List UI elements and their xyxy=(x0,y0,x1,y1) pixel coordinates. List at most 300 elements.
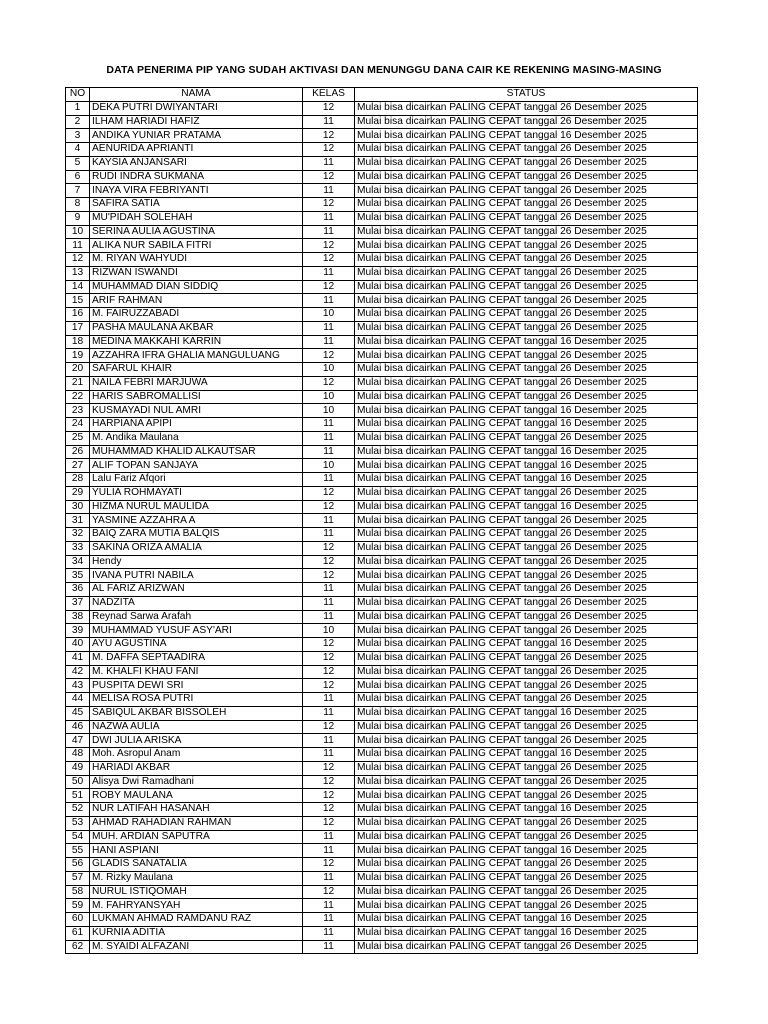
cell-nama: YASMINE AZZAHRA A xyxy=(90,514,303,528)
header-nama: NAMA xyxy=(90,88,303,102)
cell-nama: NADZITA xyxy=(90,596,303,610)
table-row xyxy=(66,349,698,363)
cell-kelas: 12 xyxy=(303,129,355,143)
table-row xyxy=(66,156,698,170)
table-row xyxy=(66,198,698,212)
cell-kelas: 12 xyxy=(303,349,355,363)
table-row xyxy=(66,610,698,624)
cell-status: Mulai bisa dicairkan PALING CEPAT tanggal 26 Desember 2025 xyxy=(355,184,698,198)
table-row xyxy=(66,528,698,542)
cell-no: 33 xyxy=(66,541,90,555)
table-row xyxy=(66,514,698,528)
cell-nama: AZZAHRA IFRA GHALIA MANGULUANG xyxy=(90,349,303,363)
cell-nama: LUKMAN AHMAD RAMDANU RAZ xyxy=(90,913,303,927)
table-row xyxy=(66,431,698,445)
cell-no: 24 xyxy=(66,418,90,432)
cell-no: 16 xyxy=(66,308,90,322)
cell-nama: ILHAM HARIADI HAFIZ xyxy=(90,115,303,129)
cell-kelas: 12 xyxy=(303,143,355,157)
cell-no: 40 xyxy=(66,638,90,652)
cell-nama: M. SYAIDI ALFAZANI xyxy=(90,940,303,954)
cell-no: 59 xyxy=(66,899,90,913)
cell-status: Mulai bisa dicairkan PALING CEPAT tanggal 26 Desember 2025 xyxy=(355,321,698,335)
table-row xyxy=(66,679,698,693)
cell-no: 13 xyxy=(66,266,90,280)
cell-nama: HIZMA NURUL MAULIDA xyxy=(90,500,303,514)
table-row xyxy=(66,184,698,198)
cell-kelas: 12 xyxy=(303,789,355,803)
cell-nama: HANI ASPIANI xyxy=(90,844,303,858)
cell-no: 21 xyxy=(66,376,90,390)
cell-nama: MUHAMMAD KHALID ALKAUTSAR xyxy=(90,445,303,459)
document-title: DATA PENERIMA PIP YANG SUDAH AKTIVASI DAN MENUNGGU DANA CAIR KE REKENING MASING-MASING xyxy=(106,64,662,76)
cell-status: Mulai bisa dicairkan PALING CEPAT tanggal 26 Desember 2025 xyxy=(355,555,698,569)
cell-no: 49 xyxy=(66,761,90,775)
table-row xyxy=(66,390,698,404)
cell-status: Mulai bisa dicairkan PALING CEPAT tanggal 26 Desember 2025 xyxy=(355,541,698,555)
cell-status: Mulai bisa dicairkan PALING CEPAT tanggal 26 Desember 2025 xyxy=(355,871,698,885)
cell-no: 26 xyxy=(66,445,90,459)
cell-nama: Lalu Fariz Afqori xyxy=(90,473,303,487)
table-row xyxy=(66,706,698,720)
cell-no: 53 xyxy=(66,816,90,830)
cell-status: Mulai bisa dicairkan PALING CEPAT tanggal 26 Desember 2025 xyxy=(355,830,698,844)
cell-status: Mulai bisa dicairkan PALING CEPAT tanggal 26 Desember 2025 xyxy=(355,198,698,212)
cell-status: Mulai bisa dicairkan PALING CEPAT tanggal 26 Desember 2025 xyxy=(355,280,698,294)
cell-no: 5 xyxy=(66,156,90,170)
cell-no: 8 xyxy=(66,198,90,212)
cell-nama: KUSMAYADI NUL AMRI xyxy=(90,404,303,418)
cell-nama: ARIF RAHMAN xyxy=(90,294,303,308)
cell-no: 1 xyxy=(66,101,90,115)
cell-kelas: 10 xyxy=(303,390,355,404)
cell-nama: BAIQ ZARA MUTIA BALQIS xyxy=(90,528,303,542)
cell-kelas: 10 xyxy=(303,459,355,473)
cell-status: Mulai bisa dicairkan PALING CEPAT tanggal 26 Desember 2025 xyxy=(355,624,698,638)
cell-no: 55 xyxy=(66,844,90,858)
table-row xyxy=(66,830,698,844)
cell-status: Mulai bisa dicairkan PALING CEPAT tanggal 26 Desember 2025 xyxy=(355,720,698,734)
cell-kelas: 11 xyxy=(303,899,355,913)
cell-status: Mulai bisa dicairkan PALING CEPAT tanggal 26 Desember 2025 xyxy=(355,143,698,157)
table-row xyxy=(66,308,698,322)
cell-status: Mulai bisa dicairkan PALING CEPAT tanggal 26 Desember 2025 xyxy=(355,514,698,528)
table-row xyxy=(66,129,698,143)
cell-no: 29 xyxy=(66,486,90,500)
cell-nama: SABIQUL AKBAR BISSOLEH xyxy=(90,706,303,720)
cell-status: Mulai bisa dicairkan PALING CEPAT tanggal 26 Desember 2025 xyxy=(355,115,698,129)
table-header-row xyxy=(66,88,698,102)
cell-kelas: 12 xyxy=(303,486,355,500)
cell-nama: PASHA MAULANA AKBAR xyxy=(90,321,303,335)
cell-kelas: 11 xyxy=(303,693,355,707)
cell-no: 3 xyxy=(66,129,90,143)
cell-nama: M. KHALFI KHAU FANI xyxy=(90,665,303,679)
cell-no: 37 xyxy=(66,596,90,610)
table-row xyxy=(66,170,698,184)
cell-status: Mulai bisa dicairkan PALING CEPAT tanggal 26 Desember 2025 xyxy=(355,239,698,253)
cell-kelas: 10 xyxy=(303,624,355,638)
cell-nama: M. FAIRUZZABADI xyxy=(90,308,303,322)
cell-status: Mulai bisa dicairkan PALING CEPAT tanggal 26 Desember 2025 xyxy=(355,885,698,899)
cell-kelas: 12 xyxy=(303,858,355,872)
cell-no: 17 xyxy=(66,321,90,335)
cell-no: 31 xyxy=(66,514,90,528)
cell-kelas: 12 xyxy=(303,555,355,569)
table-row xyxy=(66,280,698,294)
table-row xyxy=(66,445,698,459)
cell-kelas: 11 xyxy=(303,748,355,762)
cell-status: Mulai bisa dicairkan PALING CEPAT tanggal 26 Desember 2025 xyxy=(355,610,698,624)
cell-no: 62 xyxy=(66,940,90,954)
cell-kelas: 12 xyxy=(303,638,355,652)
cell-kelas: 11 xyxy=(303,225,355,239)
table-row xyxy=(66,871,698,885)
cell-status: Mulai bisa dicairkan PALING CEPAT tanggal 26 Desember 2025 xyxy=(355,596,698,610)
cell-status: Mulai bisa dicairkan PALING CEPAT tanggal 26 Desember 2025 xyxy=(355,349,698,363)
cell-nama: ALIF TOPAN SANJAYA xyxy=(90,459,303,473)
cell-nama: SERINA AULIA AGUSTINA xyxy=(90,225,303,239)
cell-no: 48 xyxy=(66,748,90,762)
table-row xyxy=(66,748,698,762)
cell-no: 23 xyxy=(66,404,90,418)
cell-nama: HARIADI AKBAR xyxy=(90,761,303,775)
table-row xyxy=(66,734,698,748)
cell-nama: SAFARUL KHAIR xyxy=(90,363,303,377)
cell-status: Mulai bisa dicairkan PALING CEPAT tanggal 16 Desember 2025 xyxy=(355,844,698,858)
cell-status: Mulai bisa dicairkan PALING CEPAT tanggal 26 Desember 2025 xyxy=(355,308,698,322)
cell-kelas: 12 xyxy=(303,665,355,679)
table-row xyxy=(66,816,698,830)
cell-no: 14 xyxy=(66,280,90,294)
cell-no: 11 xyxy=(66,239,90,253)
cell-kelas: 11 xyxy=(303,926,355,940)
cell-no: 34 xyxy=(66,555,90,569)
cell-status: Mulai bisa dicairkan PALING CEPAT tanggal 26 Desember 2025 xyxy=(355,266,698,280)
table-row xyxy=(66,363,698,377)
cell-nama: ROBY MAULANA xyxy=(90,789,303,803)
cell-nama: Reynad Sarwa Arafah xyxy=(90,610,303,624)
cell-status: Mulai bisa dicairkan PALING CEPAT tanggal 16 Desember 2025 xyxy=(355,926,698,940)
cell-status: Mulai bisa dicairkan PALING CEPAT tanggal 26 Desember 2025 xyxy=(355,940,698,954)
cell-status: Mulai bisa dicairkan PALING CEPAT tanggal 26 Desember 2025 xyxy=(355,486,698,500)
cell-nama: HARIS SABROMALLISI xyxy=(90,390,303,404)
cell-nama: Alisya Dwi Ramadhani xyxy=(90,775,303,789)
cell-kelas: 11 xyxy=(303,445,355,459)
cell-no: 50 xyxy=(66,775,90,789)
table-row xyxy=(66,500,698,514)
cell-nama: GLADIS SANATALIA xyxy=(90,858,303,872)
cell-status: Mulai bisa dicairkan PALING CEPAT tanggal 16 Desember 2025 xyxy=(355,445,698,459)
cell-status: Mulai bisa dicairkan PALING CEPAT tanggal 26 Desember 2025 xyxy=(355,170,698,184)
table-row xyxy=(66,486,698,500)
cell-no: 4 xyxy=(66,143,90,157)
cell-kelas: 12 xyxy=(303,569,355,583)
cell-kelas: 11 xyxy=(303,473,355,487)
cell-no: 27 xyxy=(66,459,90,473)
cell-no: 43 xyxy=(66,679,90,693)
cell-kelas: 11 xyxy=(303,184,355,198)
table-body xyxy=(66,101,698,954)
table-row xyxy=(66,651,698,665)
cell-nama: RIZWAN ISWANDI xyxy=(90,266,303,280)
cell-status: Mulai bisa dicairkan PALING CEPAT tanggal 26 Desember 2025 xyxy=(355,816,698,830)
cell-status: Mulai bisa dicairkan PALING CEPAT tanggal 26 Desember 2025 xyxy=(355,583,698,597)
cell-status: Mulai bisa dicairkan PALING CEPAT tanggal 16 Desember 2025 xyxy=(355,500,698,514)
header-no: NO xyxy=(66,88,90,102)
cell-nama: M. DAFFA SEPTAADIRA xyxy=(90,651,303,665)
cell-no: 58 xyxy=(66,885,90,899)
table-row xyxy=(66,899,698,913)
table-row xyxy=(66,913,698,927)
cell-kelas: 11 xyxy=(303,431,355,445)
cell-nama: YULIA ROHMAYATI xyxy=(90,486,303,500)
cell-status: Mulai bisa dicairkan PALING CEPAT tanggal 26 Desember 2025 xyxy=(355,376,698,390)
cell-status: Mulai bisa dicairkan PALING CEPAT tanggal 26 Desember 2025 xyxy=(355,211,698,225)
cell-nama: MUHAMMAD YUSUF ASY'ARI xyxy=(90,624,303,638)
table-row xyxy=(66,693,698,707)
table-row xyxy=(66,596,698,610)
cell-kelas: 11 xyxy=(303,115,355,129)
cell-no: 60 xyxy=(66,913,90,927)
cell-kelas: 11 xyxy=(303,871,355,885)
table-row xyxy=(66,789,698,803)
table-row xyxy=(66,885,698,899)
cell-status: Mulai bisa dicairkan PALING CEPAT tanggal 26 Desember 2025 xyxy=(355,734,698,748)
cell-nama: MU'PIDAH SOLEHAH xyxy=(90,211,303,225)
cell-nama: NAZWA AULIA xyxy=(90,720,303,734)
cell-status: Mulai bisa dicairkan PALING CEPAT tanggal 26 Desember 2025 xyxy=(355,665,698,679)
table-row xyxy=(66,720,698,734)
cell-kelas: 11 xyxy=(303,940,355,954)
cell-nama: DEKA PUTRI DWIYANTARI xyxy=(90,101,303,115)
cell-no: 36 xyxy=(66,583,90,597)
cell-status: Mulai bisa dicairkan PALING CEPAT tanggal 26 Desember 2025 xyxy=(355,775,698,789)
cell-kelas: 11 xyxy=(303,321,355,335)
cell-nama: MUH. ARDIAN SAPUTRA xyxy=(90,830,303,844)
cell-status: Mulai bisa dicairkan PALING CEPAT tanggal 16 Desember 2025 xyxy=(355,129,698,143)
table-row xyxy=(66,761,698,775)
cell-status: Mulai bisa dicairkan PALING CEPAT tanggal 26 Desember 2025 xyxy=(355,363,698,377)
cell-kelas: 12 xyxy=(303,720,355,734)
cell-kelas: 12 xyxy=(303,803,355,817)
cell-no: 7 xyxy=(66,184,90,198)
table-row xyxy=(66,335,698,349)
cell-status: Mulai bisa dicairkan PALING CEPAT tanggal 26 Desember 2025 xyxy=(355,101,698,115)
cell-nama: NUR LATIFAH HASANAH xyxy=(90,803,303,817)
cell-kelas: 11 xyxy=(303,156,355,170)
cell-kelas: 11 xyxy=(303,583,355,597)
cell-status: Mulai bisa dicairkan PALING CEPAT tanggal 16 Desember 2025 xyxy=(355,459,698,473)
cell-kelas: 10 xyxy=(303,363,355,377)
cell-no: 38 xyxy=(66,610,90,624)
cell-kelas: 12 xyxy=(303,239,355,253)
table-row xyxy=(66,404,698,418)
cell-kelas: 11 xyxy=(303,706,355,720)
cell-no: 51 xyxy=(66,789,90,803)
cell-kelas: 11 xyxy=(303,734,355,748)
cell-no: 47 xyxy=(66,734,90,748)
cell-status: Mulai bisa dicairkan PALING CEPAT tanggal 26 Desember 2025 xyxy=(355,225,698,239)
cell-no: 46 xyxy=(66,720,90,734)
cell-nama: ANDIKA YUNIAR PRATAMA xyxy=(90,129,303,143)
table-row xyxy=(66,624,698,638)
cell-nama: MEDINA MAKKAHI KARRIN xyxy=(90,335,303,349)
cell-status: Mulai bisa dicairkan PALING CEPAT tanggal 26 Desember 2025 xyxy=(355,528,698,542)
cell-kelas: 12 xyxy=(303,170,355,184)
table-row xyxy=(66,459,698,473)
cell-kelas: 10 xyxy=(303,308,355,322)
cell-kelas: 11 xyxy=(303,830,355,844)
cell-no: 10 xyxy=(66,225,90,239)
cell-no: 56 xyxy=(66,858,90,872)
cell-nama: Hendy xyxy=(90,555,303,569)
cell-kelas: 12 xyxy=(303,885,355,899)
cell-no: 28 xyxy=(66,473,90,487)
cell-status: Mulai bisa dicairkan PALING CEPAT tanggal 26 Desember 2025 xyxy=(355,390,698,404)
cell-kelas: 11 xyxy=(303,211,355,225)
cell-kelas: 12 xyxy=(303,651,355,665)
cell-no: 45 xyxy=(66,706,90,720)
cell-kelas: 10 xyxy=(303,404,355,418)
cell-status: Mulai bisa dicairkan PALING CEPAT tanggal 26 Desember 2025 xyxy=(355,651,698,665)
table-row xyxy=(66,239,698,253)
table-row xyxy=(66,266,698,280)
table-row xyxy=(66,541,698,555)
cell-nama: M. RIYAN WAHYUDI xyxy=(90,253,303,267)
cell-nama: HARPIANA APIPI xyxy=(90,418,303,432)
cell-kelas: 12 xyxy=(303,280,355,294)
cell-nama: M. Rizky Maulana xyxy=(90,871,303,885)
cell-kelas: 11 xyxy=(303,266,355,280)
cell-no: 35 xyxy=(66,569,90,583)
cell-status: Mulai bisa dicairkan PALING CEPAT tanggal 26 Desember 2025 xyxy=(355,899,698,913)
table-row xyxy=(66,926,698,940)
cell-no: 19 xyxy=(66,349,90,363)
cell-status: Mulai bisa dicairkan PALING CEPAT tanggal 16 Desember 2025 xyxy=(355,335,698,349)
table-row xyxy=(66,803,698,817)
cell-no: 15 xyxy=(66,294,90,308)
table-row xyxy=(66,143,698,157)
cell-no: 41 xyxy=(66,651,90,665)
cell-nama: SAKINA ORIZA AMALIA xyxy=(90,541,303,555)
cell-status: Mulai bisa dicairkan PALING CEPAT tanggal 26 Desember 2025 xyxy=(355,679,698,693)
table-row xyxy=(66,775,698,789)
cell-no: 18 xyxy=(66,335,90,349)
cell-status: Mulai bisa dicairkan PALING CEPAT tanggal 26 Desember 2025 xyxy=(355,253,698,267)
cell-nama: M. FAHRYANSYAH xyxy=(90,899,303,913)
cell-kelas: 11 xyxy=(303,514,355,528)
cell-status: Mulai bisa dicairkan PALING CEPAT tanggal 26 Desember 2025 xyxy=(355,431,698,445)
cell-no: 30 xyxy=(66,500,90,514)
cell-no: 22 xyxy=(66,390,90,404)
cell-status: Mulai bisa dicairkan PALING CEPAT tanggal 16 Desember 2025 xyxy=(355,913,698,927)
cell-kelas: 12 xyxy=(303,253,355,267)
cell-nama: SAFIRA SATIA xyxy=(90,198,303,212)
table-row xyxy=(66,665,698,679)
cell-nama: M. Andika Maulana xyxy=(90,431,303,445)
header-kelas: KELAS xyxy=(303,88,355,102)
cell-nama: PUSPITA DEWI SRI xyxy=(90,679,303,693)
cell-kelas: 11 xyxy=(303,610,355,624)
table-row xyxy=(66,940,698,954)
cell-kelas: 11 xyxy=(303,335,355,349)
cell-status: Mulai bisa dicairkan PALING CEPAT tanggal 26 Desember 2025 xyxy=(355,569,698,583)
cell-status: Mulai bisa dicairkan PALING CEPAT tanggal 26 Desember 2025 xyxy=(355,858,698,872)
table-row xyxy=(66,473,698,487)
cell-status: Mulai bisa dicairkan PALING CEPAT tanggal 26 Desember 2025 xyxy=(355,294,698,308)
cell-no: 54 xyxy=(66,830,90,844)
cell-nama: NAILA FEBRI MARJUWA xyxy=(90,376,303,390)
cell-nama: RUDI INDRA SUKMANA xyxy=(90,170,303,184)
table-row xyxy=(66,115,698,129)
cell-kelas: 12 xyxy=(303,541,355,555)
table-row xyxy=(66,225,698,239)
cell-kelas: 12 xyxy=(303,679,355,693)
cell-nama: ALIKA NUR SABILA FITRI xyxy=(90,239,303,253)
cell-status: Mulai bisa dicairkan PALING CEPAT tanggal 26 Desember 2025 xyxy=(355,761,698,775)
cell-kelas: 11 xyxy=(303,418,355,432)
cell-no: 39 xyxy=(66,624,90,638)
cell-nama: AYU AGUSTINA xyxy=(90,638,303,652)
table-row xyxy=(66,583,698,597)
cell-status: Mulai bisa dicairkan PALING CEPAT tanggal 16 Desember 2025 xyxy=(355,473,698,487)
cell-nama: KURNIA ADITIA xyxy=(90,926,303,940)
cell-nama: AHMAD RAHADIAN RAHMAN xyxy=(90,816,303,830)
cell-status: Mulai bisa dicairkan PALING CEPAT tanggal 26 Desember 2025 xyxy=(355,693,698,707)
cell-no: 9 xyxy=(66,211,90,225)
cell-kelas: 11 xyxy=(303,844,355,858)
cell-status: Mulai bisa dicairkan PALING CEPAT tanggal 16 Desember 2025 xyxy=(355,404,698,418)
table-row xyxy=(66,858,698,872)
cell-nama: IVANA PUTRI NABILA xyxy=(90,569,303,583)
cell-no: 12 xyxy=(66,253,90,267)
recipient-table xyxy=(65,87,698,954)
cell-kelas: 12 xyxy=(303,500,355,514)
cell-nama: NURUL ISTIQOMAH xyxy=(90,885,303,899)
cell-kelas: 12 xyxy=(303,816,355,830)
cell-no: 2 xyxy=(66,115,90,129)
cell-kelas: 11 xyxy=(303,294,355,308)
cell-kelas: 12 xyxy=(303,775,355,789)
cell-no: 25 xyxy=(66,431,90,445)
cell-kelas: 11 xyxy=(303,528,355,542)
cell-kelas: 11 xyxy=(303,596,355,610)
header-status: STATUS xyxy=(355,88,698,102)
cell-status: Mulai bisa dicairkan PALING CEPAT tanggal 16 Desember 2025 xyxy=(355,638,698,652)
cell-no: 52 xyxy=(66,803,90,817)
cell-status: Mulai bisa dicairkan PALING CEPAT tanggal 16 Desember 2025 xyxy=(355,418,698,432)
table-row xyxy=(66,638,698,652)
cell-kelas: 12 xyxy=(303,376,355,390)
cell-no: 61 xyxy=(66,926,90,940)
table-row xyxy=(66,294,698,308)
cell-nama: AENURIDA APRIANTI xyxy=(90,143,303,157)
cell-no: 32 xyxy=(66,528,90,542)
cell-kelas: 12 xyxy=(303,101,355,115)
cell-nama: MUHAMMAD DIAN SIDDIQ xyxy=(90,280,303,294)
cell-status: Mulai bisa dicairkan PALING CEPAT tanggal 16 Desember 2025 xyxy=(355,748,698,762)
table-row xyxy=(66,555,698,569)
cell-kelas: 12 xyxy=(303,198,355,212)
cell-no: 42 xyxy=(66,665,90,679)
table-row xyxy=(66,376,698,390)
table-row xyxy=(66,321,698,335)
cell-no: 44 xyxy=(66,693,90,707)
cell-nama: MELISA ROSA PUTRI xyxy=(90,693,303,707)
cell-nama: INAYA VIRA FEBRIYANTI xyxy=(90,184,303,198)
table-row xyxy=(66,101,698,115)
